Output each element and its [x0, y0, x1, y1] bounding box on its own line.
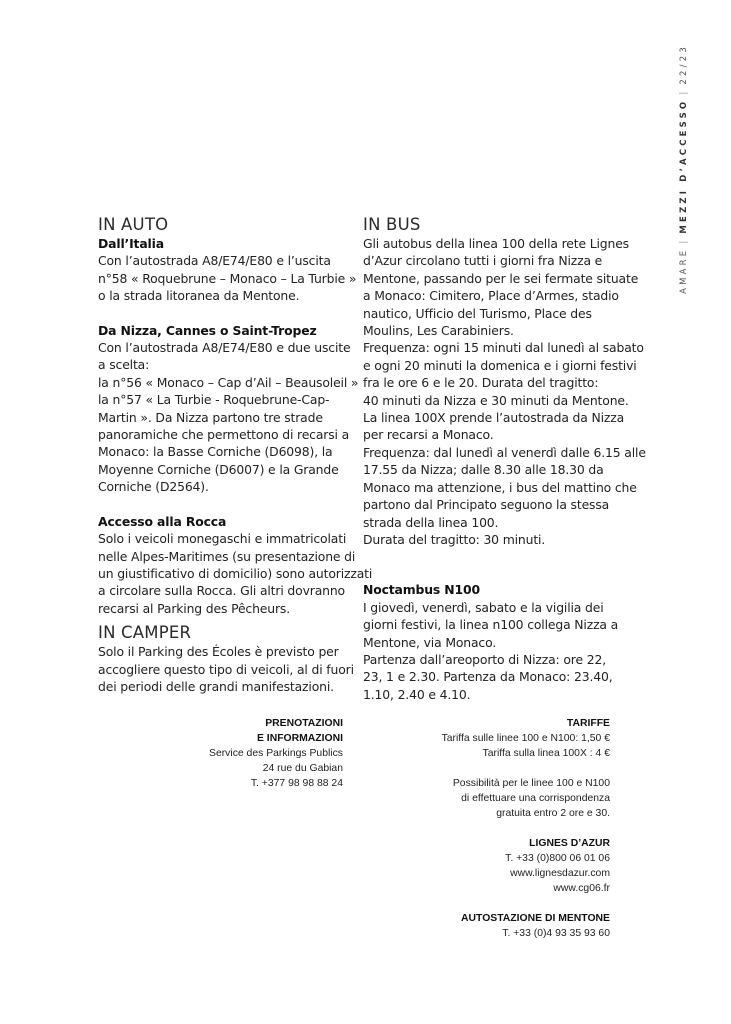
bus-text [363, 235, 646, 548]
divider: | [679, 237, 689, 244]
text-line: 40 minuti da Nizza e 30 minuti da Mentone. [363, 392, 629, 408]
lignes-azur-title: LIGNES D’AZUR [529, 838, 610, 849]
text-line: un giustificativo di domicilio) sono autorizzati [98, 565, 373, 581]
text-line: recarsi al Parking des Pêcheurs. [98, 600, 290, 616]
text-line: La linea 100X prende l’autostrada da Nizza [363, 410, 625, 426]
info-line: Tariffa sulle linee 100 e N100: 1,50 € [441, 733, 610, 744]
text-line: o la strada litoranea da Mentone. [98, 288, 300, 304]
text-line: Con l’autostrada A8/E74/E80 e l’uscita [98, 253, 331, 269]
text-line: Solo il Parking des Écoles è previsto per [98, 644, 339, 660]
left-column [98, 215, 373, 695]
text-line: per recarsi a Monaco. [363, 427, 494, 443]
brand-label: AMARE [679, 247, 689, 294]
nizza-text [98, 339, 359, 496]
text-line: n°58 « Roquebrune – Monaco – La Turbie » [98, 270, 357, 286]
info-line: di effettuare una corrispondenza [461, 793, 610, 804]
heading-in-bus: IN BUS [363, 215, 421, 234]
rocca-text [98, 530, 373, 617]
text-line: partono dal Principato seguono la stessa [363, 497, 610, 513]
website-link: www.cg06.fr [553, 883, 610, 894]
subheading-da-nizza: Da Nizza, Cannes o Saint-Tropez [98, 322, 317, 338]
text-line: Gli autobus della linea 100 della rete Lignes [363, 236, 629, 251]
text-line: a Monaco: Cimitero, Place d’Armes, stadio [363, 288, 619, 304]
text-line: Frequenza: ogni 15 minuti dal lunedì al sabato [363, 340, 644, 356]
text-line: Solo i veicoli monegaschi e immatricolati [98, 531, 347, 547]
subheading-noctambus: Noctambus N100 [363, 582, 480, 598]
text-line: Monaco ma attenzione, i bus del mattino che [363, 479, 637, 495]
text-line: a circolare sulla Rocca. Gli altri dovranno [98, 583, 345, 599]
subheading-accesso-rocca: Accesso alla Rocca [98, 513, 227, 529]
text-line: Monaco: la Basse Corniche (D6098), la [98, 444, 333, 460]
text-line: la n°56 « Monaco – Cap d’Ail – Beausoleil » [98, 374, 359, 390]
text-line: giorni festivi, la linea n100 collega Nizza a [363, 617, 619, 633]
camper-text [98, 643, 356, 695]
phone-number: T. +33 (0)4 93 35 93 60 [502, 928, 610, 939]
text-line: 17.55 da Nizza; dalle 8.30 alle 18.30 da [363, 462, 604, 478]
info-line: gratuita entro 2 ore e 30. [496, 808, 610, 819]
text-line: Durata del tragitto: 30 minuti. [363, 531, 546, 547]
website-link: www.lignesdazur.com [510, 868, 610, 879]
text-line: la n°57 « La Turbie - Roquebrune-Cap- [98, 392, 330, 408]
text-line: accogliere questo tipo di veicoli, al di fuori [98, 661, 354, 677]
info-line: Possibilità per le linee 100 e N100 [452, 778, 610, 789]
text-line: fra le ore 6 e le 20. Durata del tragitto: [363, 375, 599, 391]
text-line: Mentone, passando per le sei fermate situate [363, 270, 639, 286]
info-line: Tariffa sulla linea 100X : 4 € [482, 748, 610, 759]
heading-in-camper: IN CAMPER [98, 623, 192, 643]
text-line: d’Azur circolano tutti i giorni fra Nizza e [363, 253, 603, 269]
vertical-section-tab [676, 44, 692, 294]
text-line: Moyenne Corniche (D6007) e la Grande [98, 461, 339, 477]
text-line: 23, 1 e 2.30. Partenza da Monaco: 23.40, [363, 669, 613, 685]
text-line: a scelta: [98, 357, 150, 373]
text-line: Moulins, Les Carabiniers. [363, 323, 514, 339]
prenotazioni-info-box [190, 716, 343, 791]
text-line: 1.10, 2.40 e 4.10. [363, 686, 471, 702]
text-line: Partenza dall’areoporto di Nizza: ore 22, [363, 651, 606, 667]
italia-text [98, 252, 356, 304]
phone-number: T. +33 (0)800 06 01 06 [505, 853, 610, 864]
text-line: e ogni 20 minuti la domenica e i giorni festivi [363, 357, 637, 373]
prenotazioni-title: E INFORMAZIONI [256, 733, 343, 744]
text-line: Corniche (D2564). [98, 479, 209, 495]
divider: | [679, 88, 689, 95]
text-line: Frequenza: dal lunedì al venerdì dalle 6.15 alle [363, 444, 646, 460]
info-line: 24 rue du Gabian [262, 763, 343, 774]
text-line: Mentone, via Monaco. [363, 634, 497, 650]
page-numbers: 22/23 [679, 44, 689, 85]
text-line: strada della linea 100. [363, 514, 499, 530]
autostazione-title: AUTOSTAZIONE DI MENTONE [461, 913, 610, 924]
text-line: panoramiche che permettono di recarsi a [98, 427, 350, 443]
heading-in-auto: IN AUTO [98, 215, 169, 234]
right-column [363, 215, 646, 703]
text-line: nelle Alpes-Maritimes (su presentazione di [98, 548, 356, 564]
section-label: MEZZI D’ACCESSO [679, 98, 689, 234]
info-line: Service des Parkings Publics [209, 748, 343, 759]
text-line: Martin ». Da Nizza partono tre strade [98, 409, 323, 425]
text-line: I giovedì, venerdì, sabato e la vigilia dei [363, 599, 604, 615]
tariffe-info-box [400, 716, 610, 941]
tariffe-title: TARIFFE [566, 718, 610, 729]
phone-number: T. +377 98 98 88 24 [250, 778, 343, 789]
subheading-dall-italia: Dall’Italia [98, 236, 164, 251]
prenotazioni-title: PRENOTAZIONI [265, 718, 343, 729]
text-line: nautico, Ufficio del Turismo, Place des [363, 305, 592, 321]
text-line: dei periodi delle grandi manifestazioni. [98, 678, 334, 694]
noctambus-text [363, 599, 623, 703]
text-line: Con l’autostrada A8/E74/E80 e due uscite [98, 340, 351, 356]
